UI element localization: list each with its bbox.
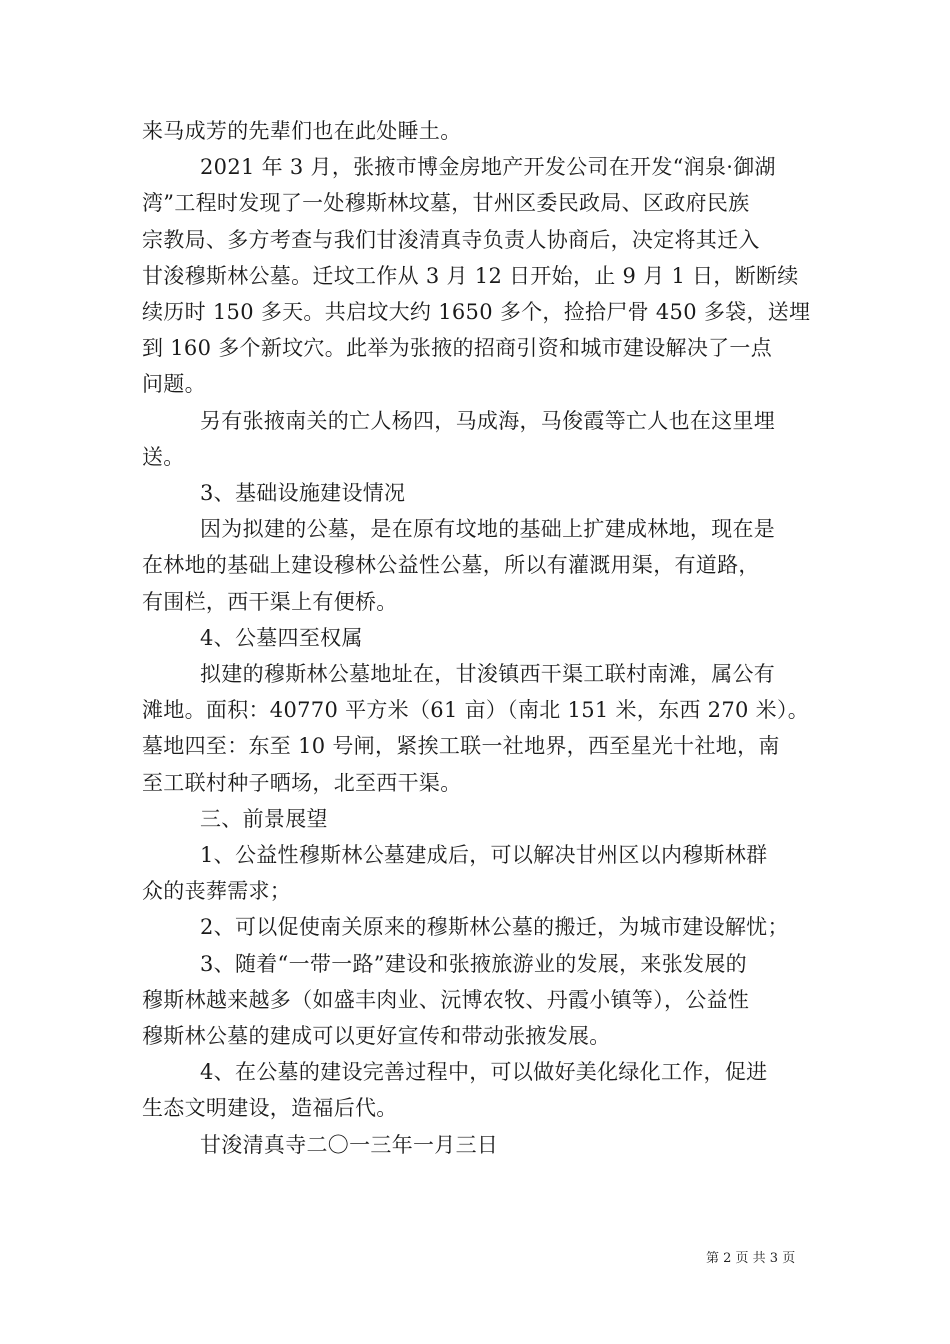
- text-line: 生态文明建设，造福后代。: [142, 1096, 398, 1121]
- text-line: 湾”工程时发现了一处穆斯林坟墓，甘州区委民政局、区政府民族: [142, 191, 750, 216]
- text-line: 问题。: [142, 372, 206, 397]
- text-line: 穆斯林越来越多（如盛丰肉业、沅博农牧、丹霞小镇等），公益性: [142, 987, 750, 1012]
- section-heading: 三、前景展望: [200, 806, 328, 831]
- text-line: 来马成芳的先辈们也在此处睡土。: [142, 119, 462, 143]
- text-line: 到 160 多个新坟穴。此举为张掖的招商引资和城市建设解决了一点: [142, 336, 773, 361]
- text-line: 1、公益性穆斯林公墓建成后，可以解决甘州区以内穆斯林群: [200, 843, 768, 868]
- section-heading: 3、基础设施建设情况: [200, 481, 406, 506]
- text-line: 2、可以促使南关原来的穆斯林公墓的搬迁，为城市建设解忧；: [200, 915, 789, 940]
- text-line: 至工联村种子晒场，北至西干渠。: [142, 770, 462, 795]
- text-line: 滩地。面积：40770 平方米（61 亩）（南北 151 米，东西 270 米）。: [142, 698, 810, 723]
- page-number: 第 2 页 共 3 页: [706, 1251, 796, 1266]
- text-line: 因为拟建的公墓，是在原有坟地的基础上扩建成林地，现在是: [200, 517, 776, 542]
- text-line: 甘浚穆斯林公墓。迁坟工作从 3 月 12 日开始，止 9 月 1 日，断断续: [142, 263, 799, 288]
- signature-date: 甘浚清真寺二〇一三年一月三日: [200, 1132, 499, 1157]
- text-line: 另有张掖南关的亡人杨四，马成海，马俊霞等亡人也在这里埋: [200, 408, 776, 433]
- text-line: 有围栏，西干渠上有便桥。: [142, 589, 398, 614]
- text-line: 3、随着“一带一路”建设和张掖旅游业的发展，来张发展的: [200, 951, 747, 976]
- text-line: 墓地四至：东至 10 号闸，紧挨工联一社地界，西至星光十社地，南: [142, 734, 780, 759]
- text-line: 宗教局、多方考查与我们甘浚清真寺负责人协商后，决定将其迁入: [142, 227, 760, 252]
- text-line: 2021 年 3 月，张掖市博金房地产开发公司在开发“润泉·御湖: [200, 155, 776, 180]
- text-line: 续历时 150 多天。共启坟大约 1650 多个，捡拾尸骨 450 多袋，送埋: [142, 300, 811, 325]
- text-line: 4、在公墓的建设完善过程中，可以做好美化绿化工作，促进: [200, 1060, 768, 1085]
- text-line: 众的丧葬需求；: [142, 879, 292, 904]
- text-line: 送。: [142, 444, 185, 469]
- document-body: [142, 113, 810, 1163]
- section-heading: 4、公墓四至权属: [200, 625, 363, 650]
- text-line: 穆斯林公墓的建成可以更好宣传和带动张掖发展。: [142, 1024, 611, 1049]
- text-line: 在林地的基础上建设穆林公益性公墓，所以有灌溉用渠，有道路，: [142, 553, 760, 578]
- text-line: 拟建的穆斯林公墓地址在，甘浚镇西干渠工联村南滩，属公有: [200, 662, 776, 687]
